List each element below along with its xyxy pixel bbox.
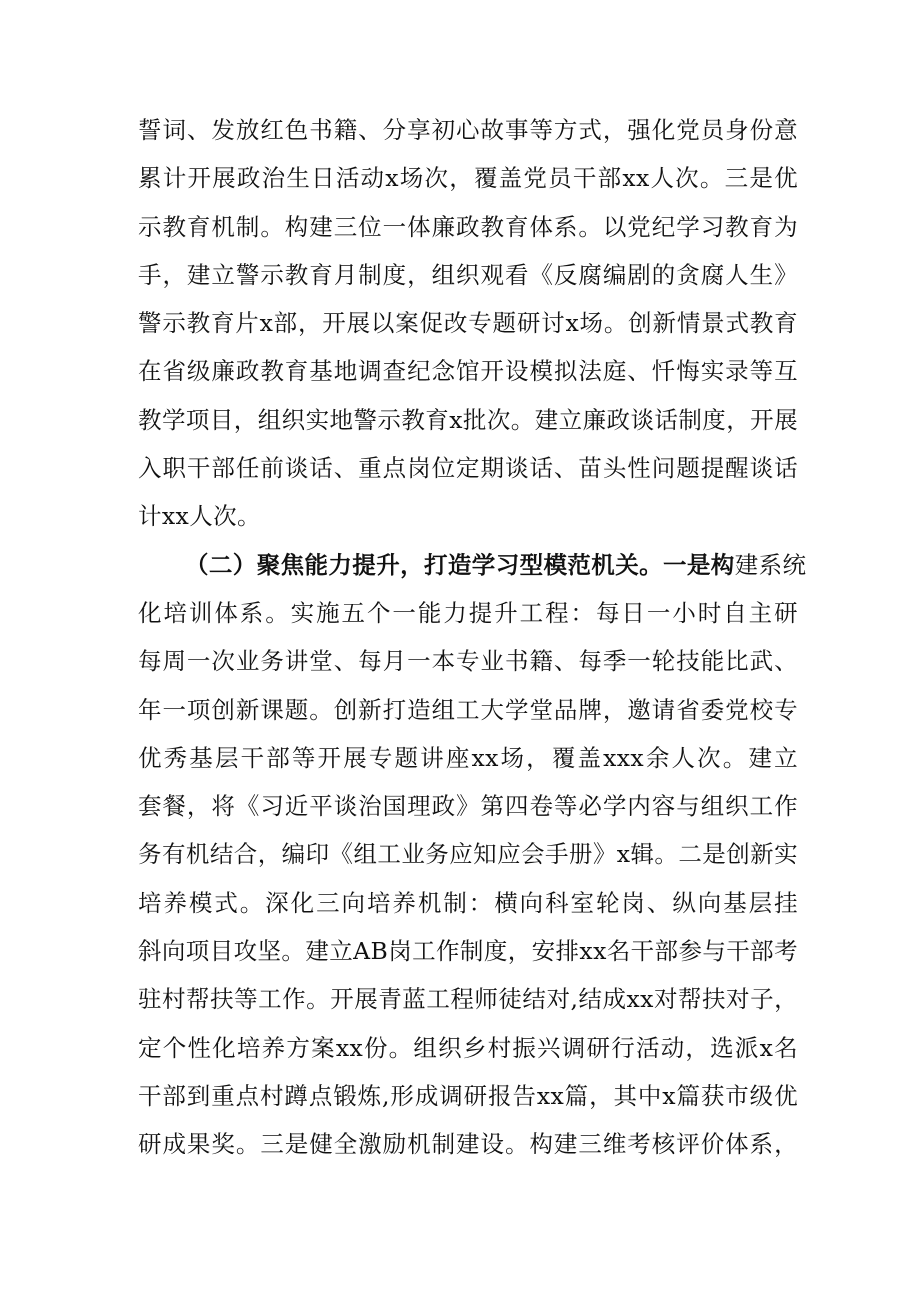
text-line: 誓词、发放红色书籍、分享初心故事等方式，强化党员身份意 — [138, 116, 798, 144]
text-line: 优秀基层干部等开展专题讲座xx场，覆盖xxx余人次。建立 — [138, 743, 798, 772]
body-text — [138, 106, 807, 1169]
heading-line-continuation: 建系统 — [734, 550, 807, 579]
text-line: 警示教育片x部，开展以案促改专题研讨x场。创新情景式教育 — [138, 309, 798, 338]
text-line: 套餐，将《习近平谈治国理政》第四卷等必学内容与组织工作 — [138, 792, 798, 821]
text-line: 入职干部任前谈话、重点岗位定期谈话、苗头性问题提醒谈话 — [138, 454, 798, 483]
text-line: 累计开展政治生日活动x场次，覆盖党员干部xx人次。三是优 — [138, 164, 798, 193]
section-heading: （二）聚焦能力提升，打造学习型模范机关。一是构 — [185, 550, 735, 579]
text-line: 每周一次业务讲堂、每月一本专业书籍、每季一轮技能比武、 — [138, 647, 798, 676]
text-line: 培养模式。深化三向培养机制：横向科室轮岗、纵向基层挂 — [138, 888, 798, 917]
text-line: 教学项目，组织实地警示教育x批次。建立廉政谈话制度，开展 — [138, 405, 798, 434]
text-line: 斜向项目攻坚。建立AB岗工作制度，安排xx名干部参与干部考 — [138, 937, 798, 966]
text-line: 研成果奖。三是健全激励机制建设。构建三维考核评价体系， — [138, 1130, 798, 1159]
text-line: 在省级廉政教育基地调查纪念馆开设模拟法庭、忏悔实录等互 — [138, 357, 798, 386]
section-heading-line — [138, 541, 807, 589]
paragraph-1 — [138, 106, 798, 541]
text-line: 计xx人次。 — [138, 502, 261, 531]
text-line: 示教育机制。构建三位一体廉政教育体系。以党纪学习教育为 — [138, 212, 798, 241]
text-line: 务有机结合，编印《组工业务应知应会手册》x辑。二是创新实 — [138, 840, 798, 869]
paragraph-2 — [138, 541, 807, 1169]
text-line: 手，建立警示教育月制度，组织观看《反腐编剧的贪腐人生》 — [138, 260, 798, 289]
text-line: 年一项创新课题。创新打造组工大学堂品牌，邀请省委党校专 — [138, 695, 798, 724]
text-line: 驻村帮扶等工作。开展青蓝工程师徒结对,结成xx对帮扶对子， — [138, 985, 798, 1014]
text-line: 定个性化培养方案xx份。组织乡村振兴调研行活动，选派x名 — [138, 1033, 798, 1062]
text-line: 干部到重点村蹲点锻炼,形成调研报告xx篇，其中x篇获市级优 — [138, 1081, 798, 1110]
text-line: 化培训体系。实施五个一能力提升工程：每日一小时自主研 — [138, 598, 798, 627]
